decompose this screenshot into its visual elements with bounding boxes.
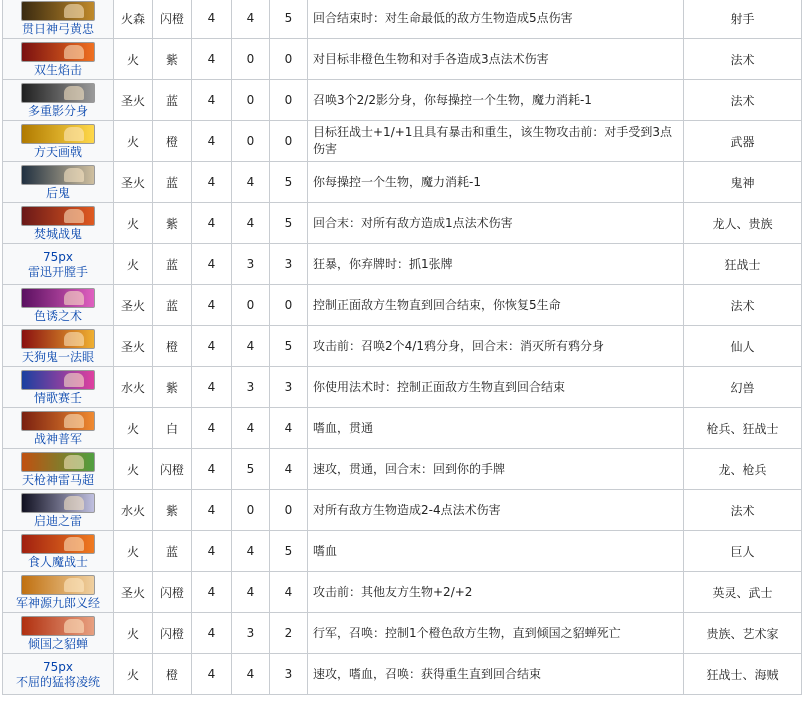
card-image-placeholder[interactable]: 75px bbox=[43, 249, 73, 264]
attack-cell: 4 bbox=[232, 326, 270, 367]
card-portrait-image[interactable] bbox=[21, 534, 95, 554]
rarity-cell: 闪橙 bbox=[153, 0, 192, 39]
rarity-cell: 蓝 bbox=[153, 285, 192, 326]
element-cell: 火 bbox=[114, 244, 153, 285]
cost-cell: 4 bbox=[192, 572, 232, 613]
card-name-cell bbox=[3, 244, 114, 285]
card-name-link[interactable]: 双生焰击 bbox=[33, 62, 82, 77]
card-portrait-image[interactable] bbox=[21, 124, 95, 144]
card-name-cell bbox=[3, 203, 114, 244]
card-portrait-image[interactable] bbox=[21, 329, 95, 349]
card-portrait-image[interactable] bbox=[21, 42, 95, 62]
attack-cell: 4 bbox=[232, 0, 270, 39]
element-cell: 水火 bbox=[114, 490, 153, 531]
card-portrait-image[interactable] bbox=[21, 83, 95, 103]
attack-cell: 0 bbox=[232, 285, 270, 326]
card-table-body bbox=[3, 0, 802, 695]
card-portrait-image[interactable] bbox=[21, 288, 95, 308]
tags-cell: 枪兵、狂战士 bbox=[684, 408, 802, 449]
attack-cell: 4 bbox=[232, 572, 270, 613]
element-cell: 火 bbox=[114, 613, 153, 654]
cost-cell: 4 bbox=[192, 39, 232, 80]
health-cell: 5 bbox=[270, 162, 308, 203]
cost-cell: 4 bbox=[192, 490, 232, 531]
attack-cell: 3 bbox=[232, 244, 270, 285]
card-name-link[interactable]: 多重影分身 bbox=[27, 103, 88, 118]
tags-cell: 射手 bbox=[684, 0, 802, 39]
health-cell: 0 bbox=[270, 39, 308, 80]
effect-cell: 目标狂战士+1/+1且具有暴击和重生，该生物攻击前：对手受到3点伤害 bbox=[308, 121, 684, 162]
cost-cell: 4 bbox=[192, 244, 232, 285]
rarity-cell: 紫 bbox=[153, 490, 192, 531]
effect-cell: 速攻，嗜血，召唤：获得重生直到回合结束 bbox=[308, 654, 684, 695]
card-name-cell bbox=[3, 572, 114, 613]
card-portrait-image[interactable] bbox=[21, 370, 95, 390]
card-name-cell bbox=[3, 367, 114, 408]
cost-cell: 4 bbox=[192, 326, 232, 367]
attack-cell: 4 bbox=[232, 654, 270, 695]
rarity-cell: 紫 bbox=[153, 39, 192, 80]
rarity-cell: 紫 bbox=[153, 203, 192, 244]
card-name-link[interactable]: 军神源九郎义经 bbox=[15, 595, 100, 610]
table-row bbox=[3, 121, 802, 162]
attack-cell: 5 bbox=[232, 449, 270, 490]
card-name-link[interactable]: 后鬼 bbox=[45, 185, 70, 200]
effect-cell: 嗜血，贯通 bbox=[308, 408, 684, 449]
tags-cell: 贵族、艺术家 bbox=[684, 613, 802, 654]
card-name-link[interactable]: 情歌赛壬 bbox=[33, 390, 82, 405]
cost-cell: 4 bbox=[192, 654, 232, 695]
card-table bbox=[2, 0, 802, 695]
rarity-cell: 闪橙 bbox=[153, 449, 192, 490]
element-cell: 圣火 bbox=[114, 326, 153, 367]
cost-cell: 4 bbox=[192, 408, 232, 449]
card-portrait-image[interactable] bbox=[21, 411, 95, 431]
table-row bbox=[3, 0, 802, 39]
card-name-cell bbox=[3, 654, 114, 695]
tags-cell: 仙人 bbox=[684, 326, 802, 367]
table-row bbox=[3, 408, 802, 449]
card-portrait-image[interactable] bbox=[21, 452, 95, 472]
effect-cell: 你使用法术时：控制正面敌方生物直到回合结束 bbox=[308, 367, 684, 408]
card-name-link[interactable]: 天狗鬼一法眼 bbox=[21, 349, 94, 364]
cost-cell: 4 bbox=[192, 285, 232, 326]
rarity-cell: 橙 bbox=[153, 326, 192, 367]
element-cell: 圣火 bbox=[114, 572, 153, 613]
effect-cell: 对所有敌方生物造成2-4点法术伤害 bbox=[308, 490, 684, 531]
card-portrait-image[interactable] bbox=[21, 1, 95, 21]
attack-cell: 3 bbox=[232, 613, 270, 654]
rarity-cell: 紫 bbox=[153, 367, 192, 408]
health-cell: 3 bbox=[270, 654, 308, 695]
element-cell: 火 bbox=[114, 449, 153, 490]
rarity-cell: 蓝 bbox=[153, 80, 192, 121]
card-name-link[interactable]: 贯日神弓黄忠 bbox=[21, 21, 94, 36]
attack-cell: 0 bbox=[232, 80, 270, 121]
attack-cell: 0 bbox=[232, 121, 270, 162]
health-cell: 4 bbox=[270, 449, 308, 490]
card-name-link[interactable]: 焚城战鬼 bbox=[33, 226, 82, 241]
element-cell: 火 bbox=[114, 203, 153, 244]
element-cell: 圣火 bbox=[114, 80, 153, 121]
table-row bbox=[3, 367, 802, 408]
card-portrait-image[interactable] bbox=[21, 493, 95, 513]
table-row bbox=[3, 203, 802, 244]
tags-cell: 法术 bbox=[684, 80, 802, 121]
card-name-cell bbox=[3, 285, 114, 326]
rarity-cell: 蓝 bbox=[153, 531, 192, 572]
tags-cell: 法术 bbox=[684, 490, 802, 531]
card-name-link[interactable]: 雷迅开膛手 bbox=[27, 264, 88, 279]
attack-cell: 0 bbox=[232, 490, 270, 531]
table-row bbox=[3, 613, 802, 654]
card-name-cell bbox=[3, 408, 114, 449]
card-name-cell bbox=[3, 613, 114, 654]
effect-cell: 回合结束时：对生命最低的敌方生物造成5点伤害 bbox=[308, 0, 684, 39]
card-name-cell bbox=[3, 80, 114, 121]
tags-cell: 幻兽 bbox=[684, 367, 802, 408]
health-cell: 4 bbox=[270, 572, 308, 613]
attack-cell: 4 bbox=[232, 162, 270, 203]
effect-cell: 嗜血 bbox=[308, 531, 684, 572]
cost-cell: 4 bbox=[192, 367, 232, 408]
element-cell: 圣火 bbox=[114, 285, 153, 326]
attack-cell: 4 bbox=[232, 531, 270, 572]
element-cell: 圣火 bbox=[114, 162, 153, 203]
cost-cell: 4 bbox=[192, 613, 232, 654]
card-portrait-image[interactable] bbox=[21, 575, 95, 595]
table-row bbox=[3, 490, 802, 531]
health-cell: 0 bbox=[270, 285, 308, 326]
cost-cell: 4 bbox=[192, 449, 232, 490]
card-name-link[interactable]: 倾国之貂蝉 bbox=[27, 636, 88, 651]
tags-cell: 武器 bbox=[684, 121, 802, 162]
tags-cell: 龙、枪兵 bbox=[684, 449, 802, 490]
card-name-link[interactable]: 启迪之雷 bbox=[33, 513, 82, 528]
table-row bbox=[3, 162, 802, 203]
card-name-cell bbox=[3, 162, 114, 203]
card-name-cell bbox=[3, 531, 114, 572]
table-row bbox=[3, 531, 802, 572]
effect-cell: 行军，召唤：控制1个橙色敌方生物，直到倾国之貂蝉死亡 bbox=[308, 613, 684, 654]
table-row bbox=[3, 80, 802, 121]
card-portrait-image[interactable] bbox=[21, 616, 95, 636]
cost-cell: 4 bbox=[192, 531, 232, 572]
effect-cell: 控制正面敌方生物直到回合结束，你恢复5生命 bbox=[308, 285, 684, 326]
cost-cell: 4 bbox=[192, 0, 232, 39]
rarity-cell: 蓝 bbox=[153, 244, 192, 285]
rarity-cell: 闪橙 bbox=[153, 613, 192, 654]
rarity-cell: 闪橙 bbox=[153, 572, 192, 613]
element-cell: 火 bbox=[114, 531, 153, 572]
table-row bbox=[3, 572, 802, 613]
card-portrait-image[interactable] bbox=[21, 165, 95, 185]
health-cell: 0 bbox=[270, 490, 308, 531]
tags-cell: 狂战士、海贼 bbox=[684, 654, 802, 695]
card-name-cell bbox=[3, 449, 114, 490]
card-portrait-image[interactable] bbox=[21, 206, 95, 226]
card-name-link[interactable]: 战神普军 bbox=[33, 431, 82, 446]
health-cell: 5 bbox=[270, 0, 308, 39]
tags-cell: 鬼神 bbox=[684, 162, 802, 203]
cost-cell: 4 bbox=[192, 162, 232, 203]
health-cell: 3 bbox=[270, 244, 308, 285]
health-cell: 5 bbox=[270, 326, 308, 367]
rarity-cell: 蓝 bbox=[153, 162, 192, 203]
health-cell: 5 bbox=[270, 531, 308, 572]
effect-cell: 对目标非橙色生物和对手各造成3点法术伤害 bbox=[308, 39, 684, 80]
table-row bbox=[3, 326, 802, 367]
card-name-cell bbox=[3, 326, 114, 367]
effect-cell: 召唤3个2/2影分身，你每操控一个生物，魔力消耗-1 bbox=[308, 80, 684, 121]
tags-cell: 法术 bbox=[684, 285, 802, 326]
card-name-cell bbox=[3, 121, 114, 162]
table-row bbox=[3, 39, 802, 80]
attack-cell: 4 bbox=[232, 203, 270, 244]
table-row bbox=[3, 654, 802, 695]
card-name-link[interactable]: 方天画戟 bbox=[33, 144, 82, 159]
tags-cell: 英灵、武士 bbox=[684, 572, 802, 613]
card-name-link[interactable]: 天枪神雷马超 bbox=[21, 472, 94, 487]
table-row bbox=[3, 449, 802, 490]
tags-cell: 法术 bbox=[684, 39, 802, 80]
effect-cell: 速攻，贯通，回合末：回到你的手牌 bbox=[308, 449, 684, 490]
tags-cell: 狂战士 bbox=[684, 244, 802, 285]
health-cell: 2 bbox=[270, 613, 308, 654]
health-cell: 3 bbox=[270, 367, 308, 408]
effect-cell: 攻击前：其他友方生物+2/+2 bbox=[308, 572, 684, 613]
tags-cell: 龙人、贵族 bbox=[684, 203, 802, 244]
element-cell: 水火 bbox=[114, 367, 153, 408]
table-row bbox=[3, 244, 802, 285]
element-cell: 火 bbox=[114, 121, 153, 162]
card-name-link[interactable]: 色诱之术 bbox=[33, 308, 82, 323]
card-name-cell bbox=[3, 39, 114, 80]
card-name-link[interactable]: 不屈的猛将凌统 bbox=[15, 674, 100, 689]
element-cell: 火 bbox=[114, 654, 153, 695]
cost-cell: 4 bbox=[192, 80, 232, 121]
card-image-placeholder[interactable]: 75px bbox=[43, 659, 73, 674]
health-cell: 5 bbox=[270, 203, 308, 244]
health-cell: 0 bbox=[270, 80, 308, 121]
rarity-cell: 橙 bbox=[153, 121, 192, 162]
element-cell: 火森 bbox=[114, 0, 153, 39]
table-row bbox=[3, 285, 802, 326]
rarity-cell: 白 bbox=[153, 408, 192, 449]
health-cell: 0 bbox=[270, 121, 308, 162]
card-name-cell bbox=[3, 490, 114, 531]
cost-cell: 4 bbox=[192, 121, 232, 162]
card-name-cell bbox=[3, 0, 114, 39]
effect-cell: 回合末：对所有敌方造成1点法术伤害 bbox=[308, 203, 684, 244]
tags-cell: 巨人 bbox=[684, 531, 802, 572]
cost-cell: 4 bbox=[192, 203, 232, 244]
rarity-cell: 橙 bbox=[153, 654, 192, 695]
element-cell: 火 bbox=[114, 39, 153, 80]
health-cell: 4 bbox=[270, 408, 308, 449]
effect-cell: 攻击前：召唤2个4/1鸦分身，回合末：消灭所有鸦分身 bbox=[308, 326, 684, 367]
attack-cell: 3 bbox=[232, 367, 270, 408]
attack-cell: 0 bbox=[232, 39, 270, 80]
effect-cell: 你每操控一个生物，魔力消耗-1 bbox=[308, 162, 684, 203]
element-cell: 火 bbox=[114, 408, 153, 449]
effect-cell: 狂暴，你弃牌时：抓1张牌 bbox=[308, 244, 684, 285]
attack-cell: 4 bbox=[232, 408, 270, 449]
card-name-link[interactable]: 食人魔战士 bbox=[27, 554, 88, 569]
